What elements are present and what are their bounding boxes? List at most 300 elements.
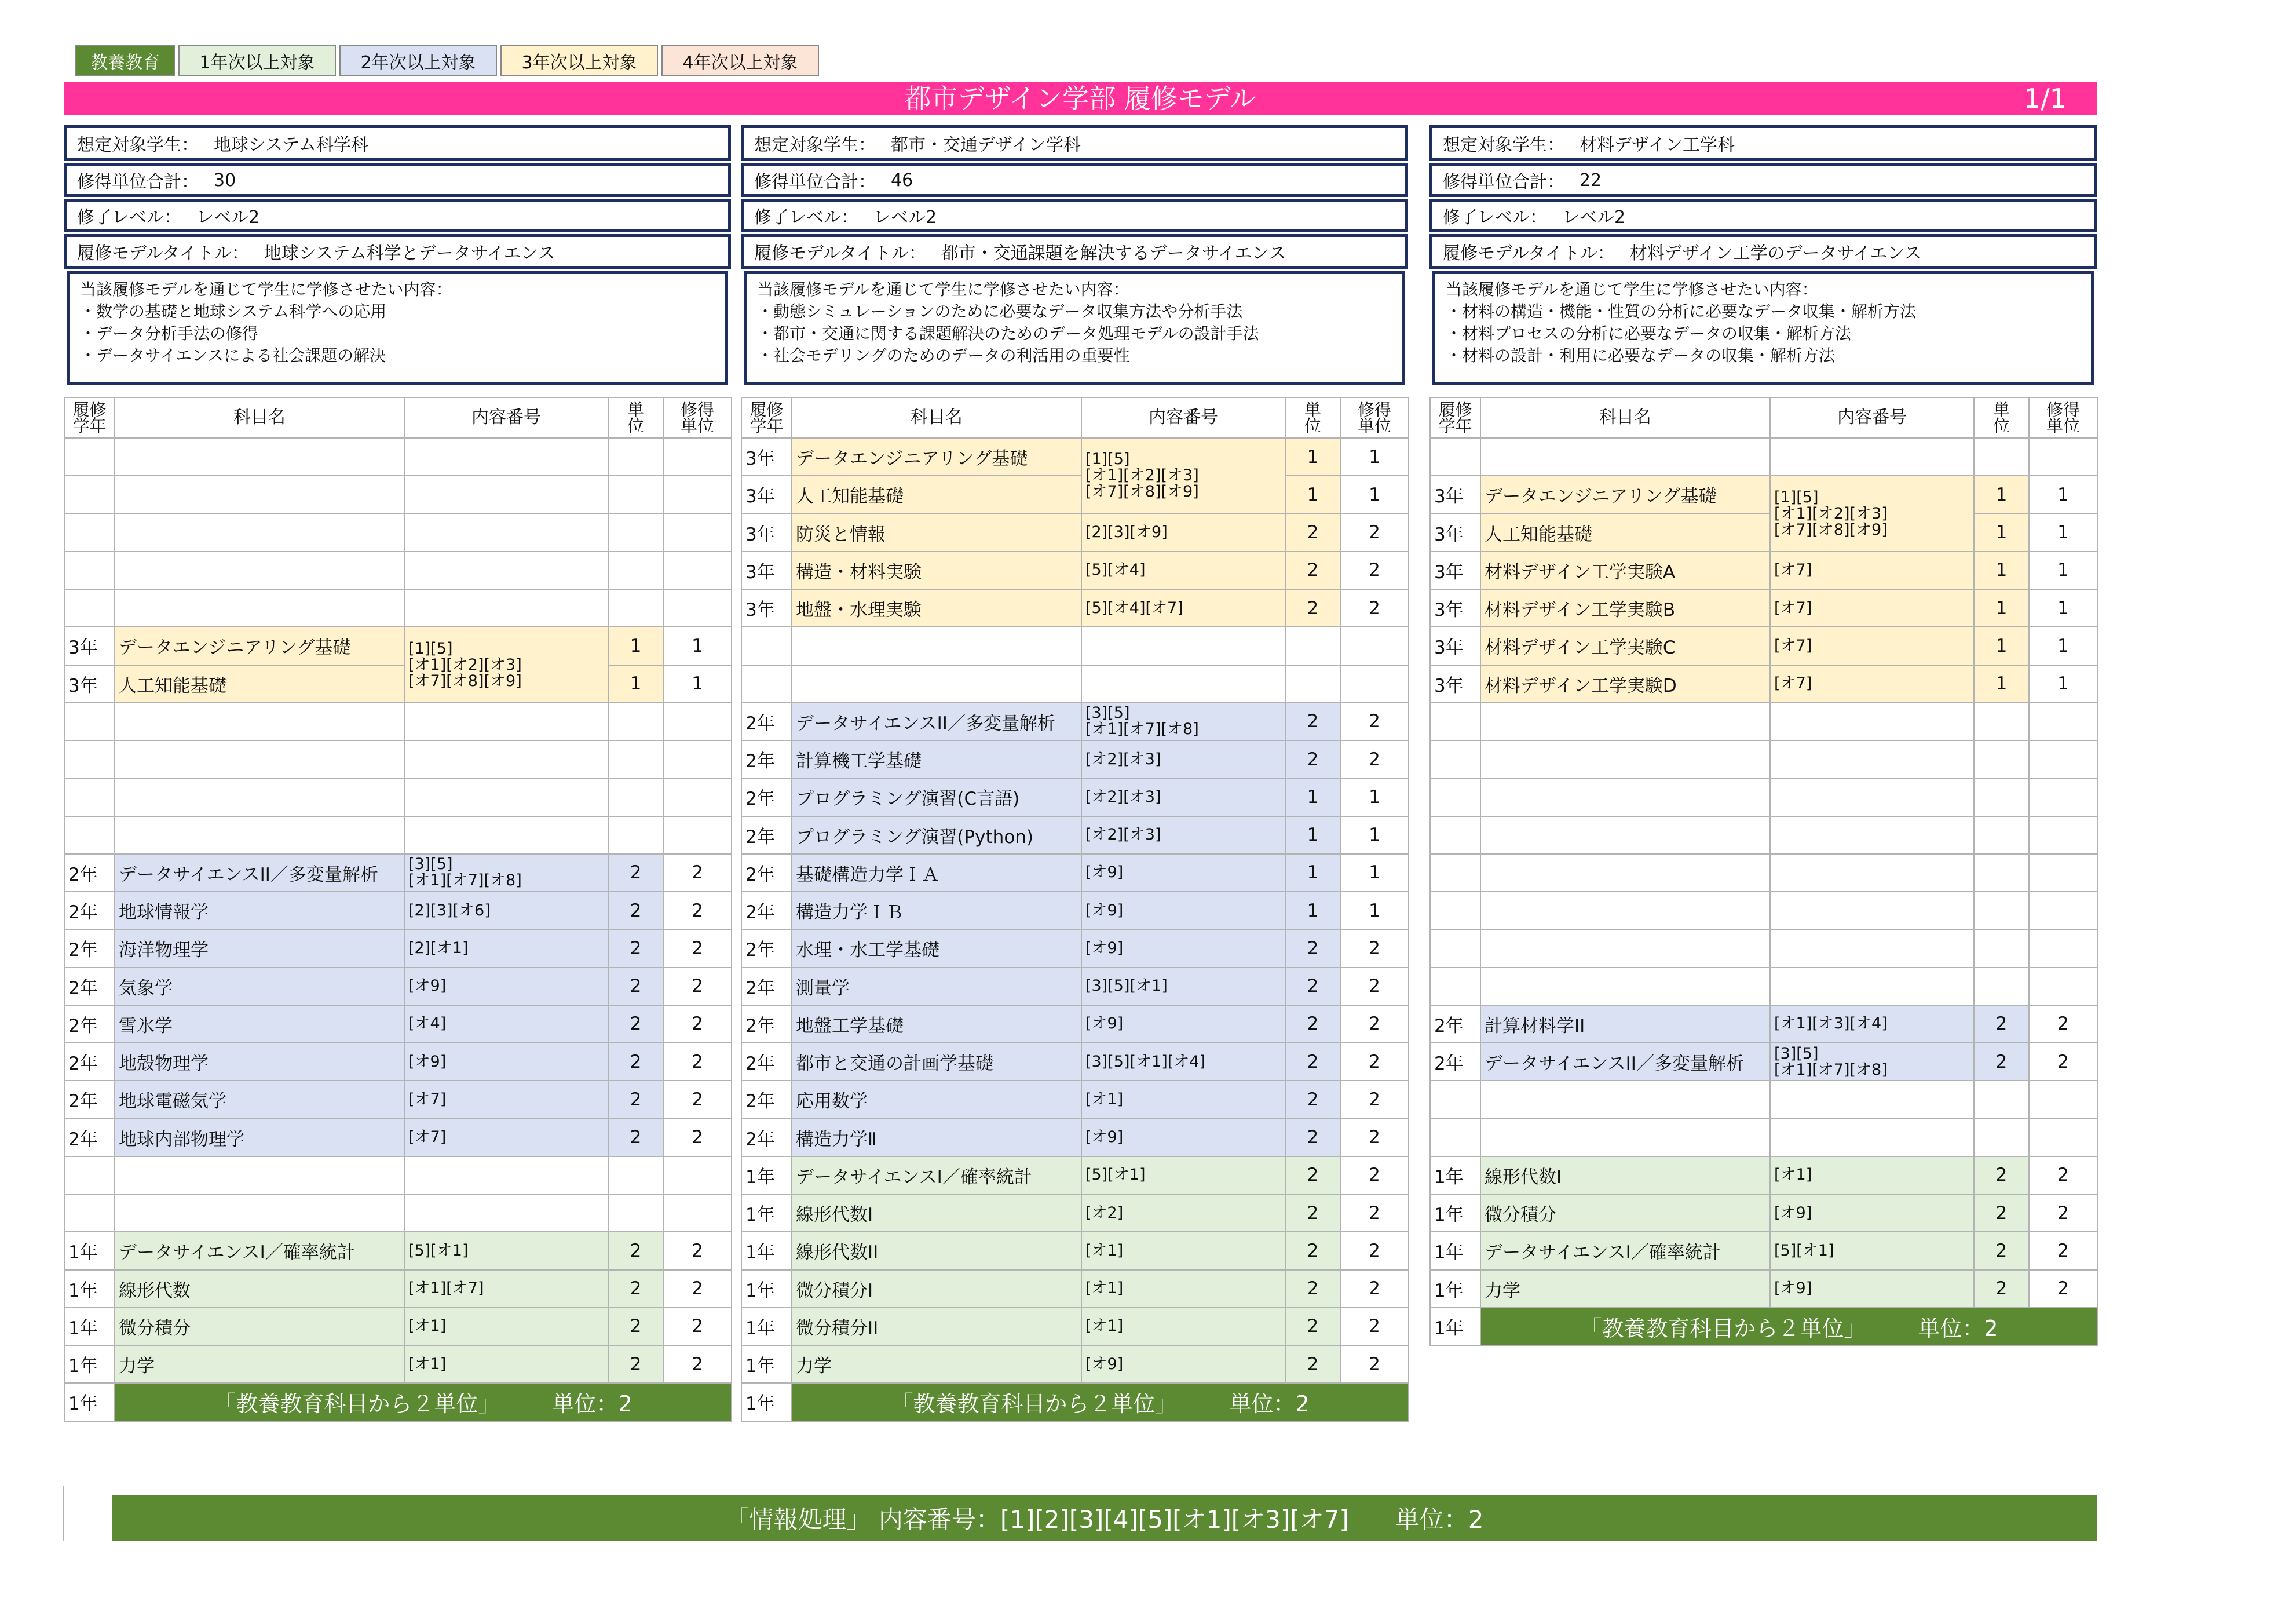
row-year: 2年 — [741, 1043, 792, 1081]
unit-value — [608, 740, 663, 778]
course-name — [115, 514, 404, 552]
row-year: 2年 — [741, 929, 792, 967]
course-name: 力学 — [792, 1345, 1081, 1383]
table-row — [64, 1005, 732, 1043]
row-year: 2年 — [64, 892, 115, 929]
content-code: [オ1][オ3][オ4] — [1770, 1005, 1974, 1043]
content-code: [1][5] [オ1][オ2][オ3] [オ7][オ8][オ9] — [404, 627, 608, 703]
unit-header: 単 位 — [1974, 397, 2029, 438]
content-code — [1770, 740, 1974, 778]
unit-value: 2 — [608, 1081, 663, 1118]
legend-year3: 3年次以上対象 — [500, 45, 658, 76]
required-units-value — [2029, 929, 2097, 967]
unit-value — [1974, 703, 2029, 740]
table-row — [741, 1005, 1409, 1043]
row-year: 1年 — [64, 1232, 115, 1269]
row-year: 3年 — [1430, 627, 1480, 665]
course-name: 材料デザイン工学実験D — [1480, 665, 1770, 703]
footer-left-rule — [63, 1486, 64, 1541]
course-name: 防災と情報 — [792, 514, 1081, 552]
unit-value: 2 — [1285, 1005, 1340, 1043]
required-units-value — [663, 816, 732, 854]
content-code — [404, 1156, 608, 1194]
table-row — [64, 929, 732, 967]
unit-header: 単 位 — [608, 397, 663, 438]
content-code — [1770, 1119, 1974, 1156]
required-units-value — [2029, 1081, 2097, 1118]
required-units-value — [663, 1194, 732, 1232]
row-year: 3年 — [741, 514, 792, 552]
content-code: [5][オ1] — [1081, 1156, 1285, 1194]
row-year: 2年 — [741, 1119, 792, 1156]
unit-value: 2 — [1285, 1270, 1340, 1308]
info-value: 地球システム科学とデータサイエンス — [264, 243, 555, 264]
general-education-units: 単位：2 — [552, 1391, 633, 1417]
panel-3-target — [1429, 125, 2097, 161]
unit-value — [608, 514, 663, 552]
general-education-units: 単位：2 — [1229, 1391, 1310, 1417]
row-year: 1年 — [64, 1270, 115, 1308]
general-education-units: 単位：2 — [1918, 1315, 1998, 1341]
table-row — [64, 476, 732, 513]
info-label: 履修モデルタイトル： — [1443, 243, 1615, 264]
required-units-value: 2 — [663, 1308, 732, 1345]
row-year: 1年 — [741, 1270, 792, 1308]
info-label: 修了レベル： — [754, 207, 858, 228]
description-line: ・材料の設計・利用に必要なデータの収集・解析方法 — [1446, 346, 1836, 365]
unit-value — [1974, 740, 2029, 778]
unit-value: 1 — [608, 665, 663, 703]
course-name: 雪氷学 — [115, 1005, 404, 1043]
course-name: 水理・水工学基礎 — [792, 929, 1081, 967]
unit-value — [1974, 778, 2029, 816]
info-value: レベル2 — [873, 207, 937, 228]
table-row — [1430, 968, 2097, 1005]
unit-value — [1285, 627, 1340, 665]
required-units-value: 1 — [663, 665, 732, 703]
course-name — [115, 552, 404, 589]
required-units-value: 2 — [2029, 1043, 2097, 1081]
content-code: [オ1] — [1081, 1308, 1285, 1345]
description-heading: 当該履修モデルを通じて学生に学修させたい内容： — [80, 280, 452, 299]
table-row — [741, 1194, 1409, 1232]
required-units-value: 1 — [1340, 816, 1409, 854]
required-units-value — [1340, 627, 1409, 665]
description-heading: 当該履修モデルを通じて学生に学修させたい内容： — [1446, 280, 1818, 299]
required-units-value: 2 — [2029, 1270, 2097, 1308]
content-code — [404, 703, 608, 740]
unit-value: 2 — [608, 892, 663, 929]
content-code-header: 内容番号 — [1081, 397, 1285, 438]
table-row — [741, 778, 1409, 816]
title-banner — [64, 82, 2097, 115]
content-code: [オ1] — [1081, 1270, 1285, 1308]
table-row — [741, 1119, 1409, 1156]
content-code — [1770, 892, 1974, 929]
table-header-row — [1430, 397, 2097, 438]
table-row — [741, 892, 1409, 929]
table-row — [1430, 703, 2097, 740]
course-name: 人工知能基礎 — [115, 665, 404, 703]
row-year: 1年 — [1430, 1232, 1480, 1269]
row-year: 1年 — [741, 1383, 792, 1421]
table-row — [1430, 476, 2097, 513]
info-value: レベル2 — [196, 207, 260, 228]
course-name: データサイエンスI／確率統計 — [792, 1156, 1081, 1194]
table-row — [1430, 929, 2097, 967]
table-row — [64, 1232, 732, 1269]
unit-value: 2 — [1974, 1270, 2029, 1308]
required-units-value: 2 — [663, 1081, 732, 1118]
table-row — [741, 968, 1409, 1005]
table-row — [741, 589, 1409, 627]
panel-3-credits — [1429, 163, 2097, 197]
row-year — [1430, 1081, 1480, 1118]
content-code: [5][オ1] — [404, 1232, 608, 1269]
course-name: 測量学 — [792, 968, 1081, 1005]
row-year — [1430, 703, 1480, 740]
course-name — [115, 703, 404, 740]
page-title: 都市デザイン学部 履修モデル — [904, 83, 1256, 114]
unit-value: 2 — [1285, 740, 1340, 778]
description-heading: 当該履修モデルを通じて学生に学修させたい内容： — [757, 280, 1129, 299]
table-row — [64, 1308, 732, 1345]
row-year: 2年 — [64, 1119, 115, 1156]
course-name: 材料デザイン工学実験A — [1480, 552, 1770, 589]
panel-3-model-title — [1429, 234, 2097, 269]
panel-3-course-table — [1429, 397, 2098, 1346]
table-row — [741, 1308, 1409, 1345]
course-name: 地球情報学 — [115, 892, 404, 929]
course-name: データサイエンスI／確率統計 — [115, 1232, 404, 1269]
unit-value: 1 — [1974, 552, 2029, 589]
unit-value — [1974, 929, 2029, 967]
content-code: [3][5] [オ1][オ7][オ8] — [1770, 1043, 1974, 1081]
required-units-value — [663, 438, 732, 476]
required-units-value — [2029, 854, 2097, 892]
unit-value — [608, 816, 663, 854]
unit-value: 2 — [608, 1345, 663, 1383]
table-row — [64, 968, 732, 1005]
unit-value — [608, 589, 663, 627]
content-code — [404, 740, 608, 778]
course-name: データサイエンスII／多変量解析 — [1480, 1043, 1770, 1081]
content-code: [2][3][オ6] — [404, 892, 608, 929]
required-units-value — [663, 1156, 732, 1194]
content-code: [オ9] — [1081, 1119, 1285, 1156]
required-units-header: 修得 単位 — [2029, 397, 2097, 438]
table-row — [741, 438, 1409, 476]
required-units-value: 1 — [2029, 627, 2097, 665]
row-year: 2年 — [741, 892, 792, 929]
course-name: 線形代数I — [792, 1194, 1081, 1232]
unit-value: 2 — [608, 1043, 663, 1081]
required-units-value: 2 — [1340, 1081, 1409, 1118]
table-row — [64, 778, 732, 816]
table-row — [741, 740, 1409, 778]
course-name: 海洋物理学 — [115, 929, 404, 967]
table-header-row — [741, 397, 1409, 438]
course-name: 計算機工学基礎 — [792, 740, 1081, 778]
row-year: 3年 — [1430, 589, 1480, 627]
required-units-value: 2 — [663, 1005, 732, 1043]
panel-2-course-table — [741, 397, 1409, 1422]
row-year — [64, 778, 115, 816]
footer-text: 「情報処理」 内容番号：[1][2][3][4][5][オ1][オ3][オ7] — [725, 1505, 1349, 1534]
course-name — [1480, 1081, 1770, 1118]
required-units-value: 1 — [663, 627, 732, 665]
table-row — [64, 1081, 732, 1118]
unit-value: 2 — [608, 929, 663, 967]
table-row — [64, 740, 732, 778]
course-name — [115, 778, 404, 816]
required-units-value — [663, 778, 732, 816]
row-year: 3年 — [741, 552, 792, 589]
info-label: 修得単位合計： — [754, 172, 876, 192]
content-code — [1081, 665, 1285, 703]
unit-value: 2 — [1974, 1232, 2029, 1269]
row-year: 2年 — [64, 1081, 115, 1118]
content-code — [404, 778, 608, 816]
content-code — [404, 1194, 608, 1232]
course-name: 微分積分I — [792, 1270, 1081, 1308]
content-code: [オ4] — [404, 1005, 608, 1043]
row-year: 3年 — [1430, 552, 1480, 589]
required-units-value — [2029, 816, 2097, 854]
content-code: [オ9] — [1081, 1345, 1285, 1383]
info-label: 履修モデルタイトル： — [77, 243, 249, 264]
required-units-value: 2 — [1340, 1156, 1409, 1194]
row-year: 3年 — [741, 438, 792, 476]
required-units-value: 2 — [1340, 740, 1409, 778]
required-units-value: 2 — [1340, 1345, 1409, 1383]
required-units-value — [2029, 968, 2097, 1005]
panel-3-level — [1429, 199, 2097, 232]
course-name: 線形代数II — [792, 1232, 1081, 1269]
table-row — [1430, 589, 2097, 627]
table-row — [741, 816, 1409, 854]
unit-value: 2 — [1285, 1119, 1340, 1156]
row-year — [64, 816, 115, 854]
panel-2-model-title — [741, 234, 1408, 269]
table-row — [64, 438, 732, 476]
content-code: [1][5] [オ1][オ2][オ3] [オ7][オ8][オ9] — [1081, 438, 1285, 514]
unit-value: 1 — [1285, 854, 1340, 892]
table-row — [1430, 665, 2097, 703]
unit-value — [1974, 438, 2029, 476]
table-row — [741, 703, 1409, 740]
info-value: 材料デザイン工学のデータサイエンス — [1629, 243, 1922, 264]
required-units-value: 2 — [2029, 1232, 2097, 1269]
content-code: [2][3][オ9] — [1081, 514, 1285, 552]
required-units-value: 1 — [1340, 438, 1409, 476]
course-name: 地盤工学基礎 — [792, 1005, 1081, 1043]
row-year: 3年 — [1430, 665, 1480, 703]
unit-value: 1 — [1974, 514, 2029, 552]
info-label: 想定対象学生： — [77, 135, 199, 155]
course-name — [1480, 854, 1770, 892]
row-year: 3年 — [741, 589, 792, 627]
course-name: 地球内部物理学 — [115, 1119, 404, 1156]
general-education-row — [741, 1383, 1409, 1421]
table-row — [1430, 740, 2097, 778]
unit-value: 2 — [1285, 1156, 1340, 1194]
legend-general-education: 教養教育 — [75, 45, 175, 76]
info-value: 46 — [891, 170, 913, 191]
table-row — [1430, 627, 2097, 665]
required-units-value: 2 — [1340, 589, 1409, 627]
row-year: 1年 — [741, 1156, 792, 1194]
row-year: 2年 — [64, 854, 115, 892]
row-year — [64, 703, 115, 740]
unit-value: 2 — [1285, 703, 1340, 740]
course-name: 微分積分 — [115, 1308, 404, 1345]
table-row — [741, 1345, 1409, 1383]
required-units-value: 2 — [1340, 552, 1409, 589]
course-name — [1480, 703, 1770, 740]
course-name — [115, 438, 404, 476]
table-row — [741, 627, 1409, 665]
table-row — [64, 703, 732, 740]
row-year: 2年 — [1430, 1005, 1480, 1043]
row-year — [1430, 968, 1480, 1005]
table-header-row — [64, 397, 732, 438]
required-units-value: 2 — [1340, 1194, 1409, 1232]
info-label: 修得単位合計： — [1443, 172, 1564, 192]
table-row — [741, 854, 1409, 892]
info-value: 都市・交通課題を解決するデータサイエンス — [941, 243, 1286, 264]
row-year — [1430, 438, 1480, 476]
panel-1-model-title — [64, 234, 731, 269]
year-header: 履修 学年 — [741, 397, 792, 438]
row-year: 1年 — [64, 1383, 115, 1421]
course-name: 構造・材料実験 — [792, 552, 1081, 589]
row-year — [1430, 1119, 1480, 1156]
description-line: ・数学の基礎と地球システム科学への応用 — [80, 302, 387, 321]
content-code: [オ1] — [404, 1308, 608, 1345]
content-code — [1081, 627, 1285, 665]
row-year — [1430, 740, 1480, 778]
info-label: 修得単位合計： — [77, 172, 199, 192]
course-name: データサイエンスII／多変量解析 — [115, 854, 404, 892]
course-name — [115, 740, 404, 778]
unit-value: 2 — [608, 1232, 663, 1269]
row-year: 2年 — [741, 740, 792, 778]
unit-value: 2 — [1285, 514, 1340, 552]
course-name: 線形代数I — [1480, 1156, 1770, 1194]
content-code — [404, 589, 608, 627]
unit-value: 2 — [1974, 1043, 2029, 1081]
course-name — [792, 665, 1081, 703]
content-code — [1770, 816, 1974, 854]
panel-1-target — [64, 125, 731, 161]
unit-value: 2 — [608, 968, 663, 1005]
description-line: ・材料の構造・機能・性質の分析に必要なデータ収集・解析方法 — [1446, 302, 1917, 321]
required-units-value: 2 — [1340, 1119, 1409, 1156]
info-value: 都市・交通デザイン学科 — [891, 135, 1081, 155]
required-units-value: 1 — [2029, 514, 2097, 552]
row-year: 2年 — [741, 703, 792, 740]
content-code: [オ1][オ7] — [404, 1270, 608, 1308]
course-name — [1480, 1119, 1770, 1156]
unit-value: 1 — [1285, 816, 1340, 854]
table-row — [741, 1232, 1409, 1269]
content-code: [オ9] — [1081, 854, 1285, 892]
table-row — [1430, 1119, 2097, 1156]
content-code: [5][オ4] — [1081, 552, 1285, 589]
required-units-value: 1 — [1340, 778, 1409, 816]
row-year: 1年 — [741, 1194, 792, 1232]
content-code: [オ1] — [1081, 1081, 1285, 1118]
row-year: 2年 — [64, 1043, 115, 1081]
panel-1-description — [67, 271, 728, 385]
course-name — [115, 476, 404, 513]
info-value: 地球システム科学科 — [214, 135, 368, 155]
content-code: [オ7] — [1770, 552, 1974, 589]
description-line: ・社会モデリングのためのデータの利活用の重要性 — [757, 346, 1130, 365]
row-year: 3年 — [1430, 514, 1480, 552]
description-line: ・データ分析手法の修得 — [80, 324, 259, 343]
unit-value: 2 — [1285, 589, 1340, 627]
content-code: [オ9] — [404, 968, 608, 1005]
unit-value: 2 — [1285, 968, 1340, 1005]
row-year: 2年 — [741, 1005, 792, 1043]
course-name — [115, 589, 404, 627]
content-code: [3][5][オ1][オ4] — [1081, 1043, 1285, 1081]
required-units-value: 2 — [1340, 1232, 1409, 1269]
required-units-value: 2 — [1340, 703, 1409, 740]
content-code: [オ2][オ3] — [1081, 740, 1285, 778]
unit-value — [1974, 816, 2029, 854]
panel-2-description — [744, 271, 1405, 385]
course-name: 気象学 — [115, 968, 404, 1005]
info-label: 想定対象学生： — [754, 135, 876, 155]
legend-year4: 4年次以上対象 — [661, 45, 819, 76]
content-code: [5][オ1] — [1770, 1232, 1974, 1269]
table-row — [741, 1043, 1409, 1081]
content-code: [オ9] — [1081, 929, 1285, 967]
table-row — [64, 589, 732, 627]
unit-value: 1 — [1285, 892, 1340, 929]
required-units-value — [2029, 438, 2097, 476]
legend-year2: 2年次以上対象 — [339, 45, 497, 76]
row-year: 1年 — [741, 1232, 792, 1269]
table-row — [1430, 1005, 2097, 1043]
unit-value: 1 — [1974, 627, 2029, 665]
unit-value: 2 — [608, 854, 663, 892]
required-units-value: 1 — [1340, 854, 1409, 892]
table-row — [1430, 1270, 2097, 1308]
unit-value — [1974, 892, 2029, 929]
row-year: 2年 — [741, 816, 792, 854]
unit-value: 2 — [1285, 929, 1340, 967]
table-row — [1430, 1194, 2097, 1232]
row-year: 3年 — [64, 627, 115, 665]
required-units-value — [663, 589, 732, 627]
table-row — [1430, 1081, 2097, 1118]
course-name: 線形代数 — [115, 1270, 404, 1308]
row-year — [1430, 778, 1480, 816]
required-units-value: 2 — [1340, 514, 1409, 552]
table-row — [1430, 854, 2097, 892]
general-education-text: 「教養教育科目から２単位」 — [1580, 1315, 1866, 1341]
panel-2-target — [741, 125, 1408, 161]
required-units-value — [663, 740, 732, 778]
row-year: 1年 — [1430, 1156, 1480, 1194]
required-units-value — [663, 703, 732, 740]
content-code: [オ9] — [1081, 1005, 1285, 1043]
required-units-header: 修得 単位 — [663, 397, 732, 438]
